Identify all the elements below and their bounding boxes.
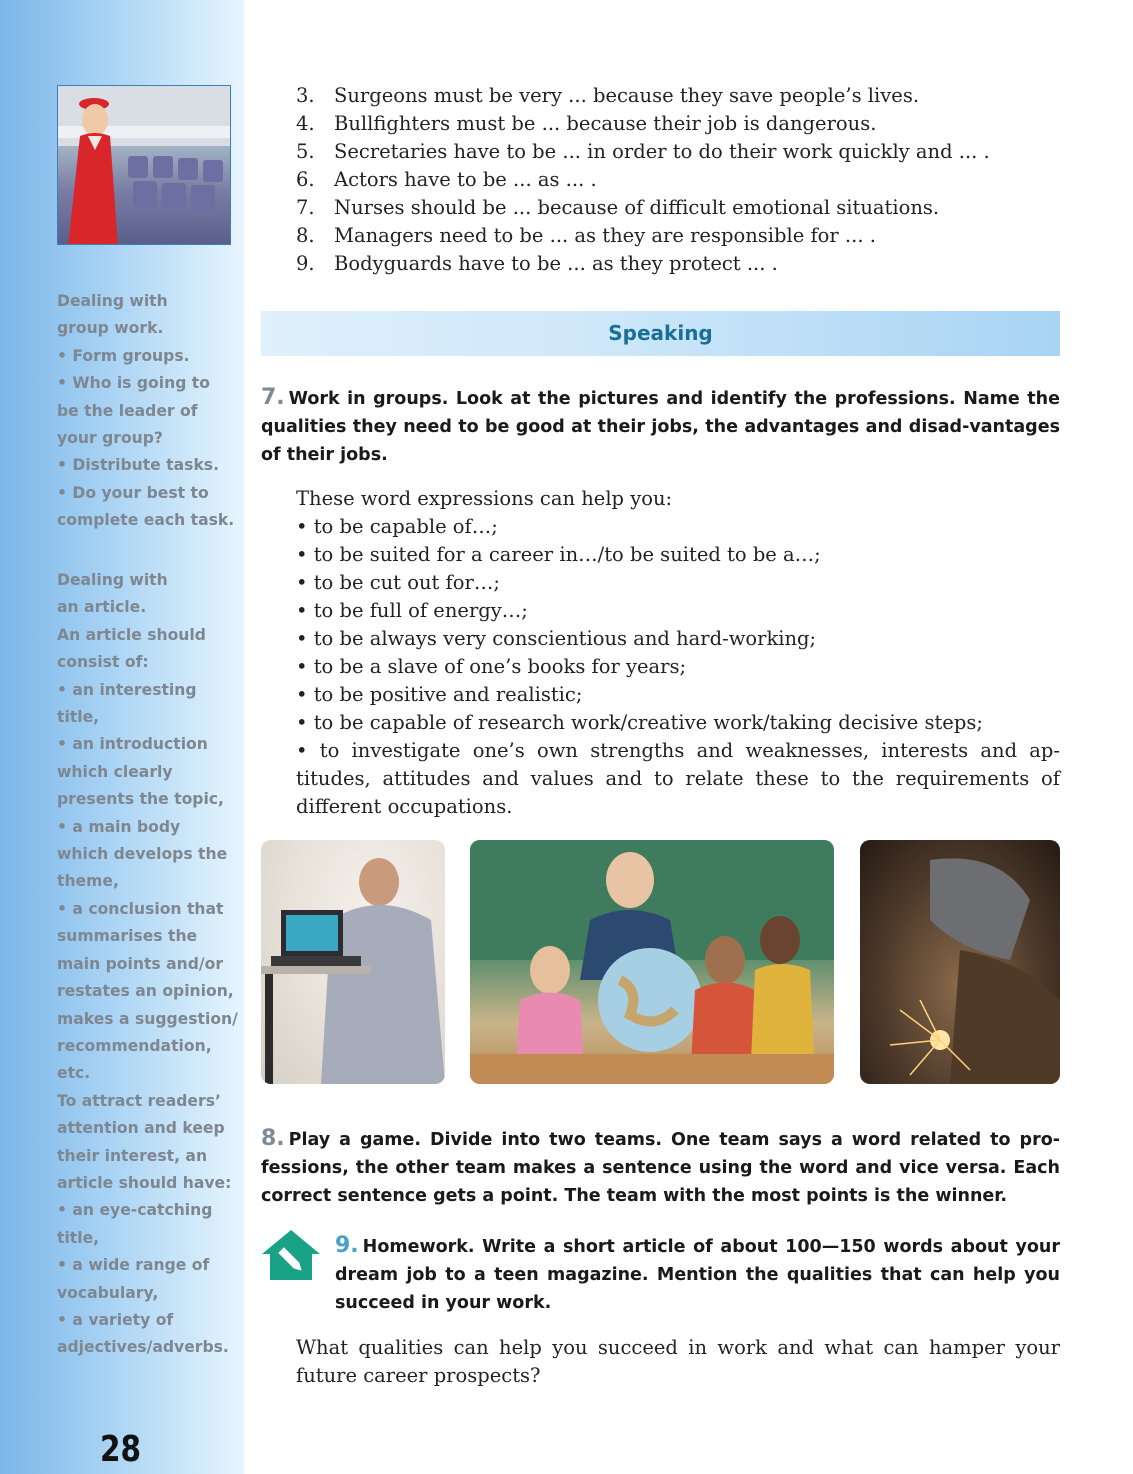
task-instruction: Work in groups. Look at the pictures and identify the professions. Name the qualities they need to be good at their jobs, the advantages and disad-vantages of their jobs. [261,389,1060,465]
note-line: which clearly [57,762,173,781]
task-number: 9. [335,1233,359,1258]
item-text: Managers need to be ... as they are responsible for ... . [334,224,876,247]
section-banner-speaking [261,311,1060,356]
task-7 [261,384,1060,469]
item-text: Surgeons must be very ... because they save people’s lives. [334,84,920,107]
note-line: theme, [57,872,119,891]
note-line: main points and/or [57,954,224,973]
page-number: 28 [100,1429,142,1470]
expression-item: • to be always very conscientious and hard-working; [296,627,817,650]
photo-teacher-with-children [470,840,834,1084]
note-line: their interest, an [57,1146,208,1165]
expression-item: • to be suited for a career in…/to be suited to be a…; [296,543,821,566]
item-text: Bullfighters must be ... because their job is dangerous. [334,112,877,135]
note-line: • an eye-catching [57,1201,213,1220]
note-line: recommendation, etc. [57,1036,212,1083]
list-item [296,138,1066,166]
flight-attendant-illustration [58,86,231,245]
note-line: To attract readers’ [57,1091,221,1110]
list-item [296,82,1066,110]
sidebar-note-article [57,567,239,1362]
note-line: your group? [57,429,163,448]
note-line: • a variety of [57,1310,174,1329]
list-item [296,222,1066,250]
list-item [296,110,1066,138]
item-number: 9. [296,252,315,275]
item-number: 8. [296,224,315,247]
item-text: Bodyguards have to be ... as they protect ... . [334,252,778,275]
note-line: summarises the [57,927,198,946]
note-line: article should have: [57,1173,232,1192]
note-line: • an introduction [57,735,208,754]
homework-house-icon [260,1228,322,1282]
expression-item: • to be a slave of one’s books for years; [296,655,687,678]
photo-flight-attendant [57,85,231,245]
item-text: Actors have to be ... as ... . [334,168,597,191]
note-line: which develops the [57,845,228,864]
note-line: restates an opinion, [57,982,234,1001]
welder-illustration [860,840,1060,1084]
expression-item: • to be capable of research work/creative work/taking decisive steps; [296,711,983,734]
expression-item: • to be full of energy…; [296,599,528,622]
note-line: group work. [57,319,164,338]
photo-computer-worker [261,840,445,1084]
expression-item: • to be positive and realistic; [296,683,583,706]
list-item [296,250,1066,278]
note-line: complete each task. [57,511,235,530]
item-number: 3. [296,84,315,107]
expression-item: • to be cut out for…; [296,571,500,594]
note-line: makes a suggestion/ [57,1009,238,1028]
note-line: • an interesting [57,680,197,699]
item-text: Secretaries have to be ... in order to do their work quickly and ... . [334,140,990,163]
list-item [296,166,1066,194]
item-number: 4. [296,112,315,135]
task-number: 8. [261,1126,285,1151]
note-line: • a main body [57,817,181,836]
item-number: 5. [296,140,315,163]
teacher-children-illustration [470,840,834,1084]
note-line: • a wide range of [57,1256,210,1275]
photo-welder [860,840,1060,1084]
note-line: • a conclusion that [57,899,224,918]
note-line: adjectives/adverbs. [57,1338,229,1357]
computer-worker-illustration [261,840,445,1084]
note-line: title, [57,1228,100,1247]
note-line: an article. [57,598,147,617]
house-with-pencil-icon [260,1228,322,1282]
note-line: be the leader of [57,401,198,420]
note-line: • Distribute tasks. [57,456,220,475]
item-number: 7. [296,196,315,219]
sentence-completion-list [296,82,1066,278]
expressions-intro: These word expressions can help you: [296,487,673,510]
task-number: 7. [261,385,285,410]
task-instruction: Play a game. Divide into two teams. One team says a word related to pro-fessions, the other team makes a sentence using the word and vice versa. Each correct sentence gets a point. The team with the most points is the winner. [261,1130,1060,1206]
expression-item: • to investigate one’s own strengths and weaknesses, interests and ap-titudes, attitudes and values and to relate these to the requirements of different occupations. [296,739,1060,818]
task-8 [261,1125,1060,1210]
note-line: • Who is going to [57,374,210,393]
list-item [296,194,1066,222]
note-line: Dealing with [57,571,168,589]
note-line: • Do your best to [57,483,209,502]
sidebar [0,0,244,1474]
note-line: Dealing with [57,292,168,310]
note-line: vocabulary, [57,1283,159,1302]
task-9 [335,1232,1060,1317]
word-expressions [296,485,1060,821]
section-title: Speaking [608,321,713,345]
note-line: title, [57,708,100,727]
closing-question: What qualities can help you succeed in work and what can hamper your future career prospects? [296,1336,1060,1387]
sidebar-note-group-work [57,288,239,535]
note-line: An article should [57,625,206,644]
task-instruction: Homework. Write a short article of about 100—150 words about your dream job to a teen magazine. Mention the qualities that can help you succeed in your work. [335,1237,1060,1313]
note-line: • Form groups. [57,346,190,365]
note-line: consist of: [57,653,149,672]
note-line: presents the topic, [57,790,224,809]
note-line: attention and keep [57,1119,225,1138]
expression-item: • to be capable of…; [296,515,498,538]
item-number: 6. [296,168,315,191]
item-text: Nurses should be ... because of difficult emotional situations. [334,196,940,219]
